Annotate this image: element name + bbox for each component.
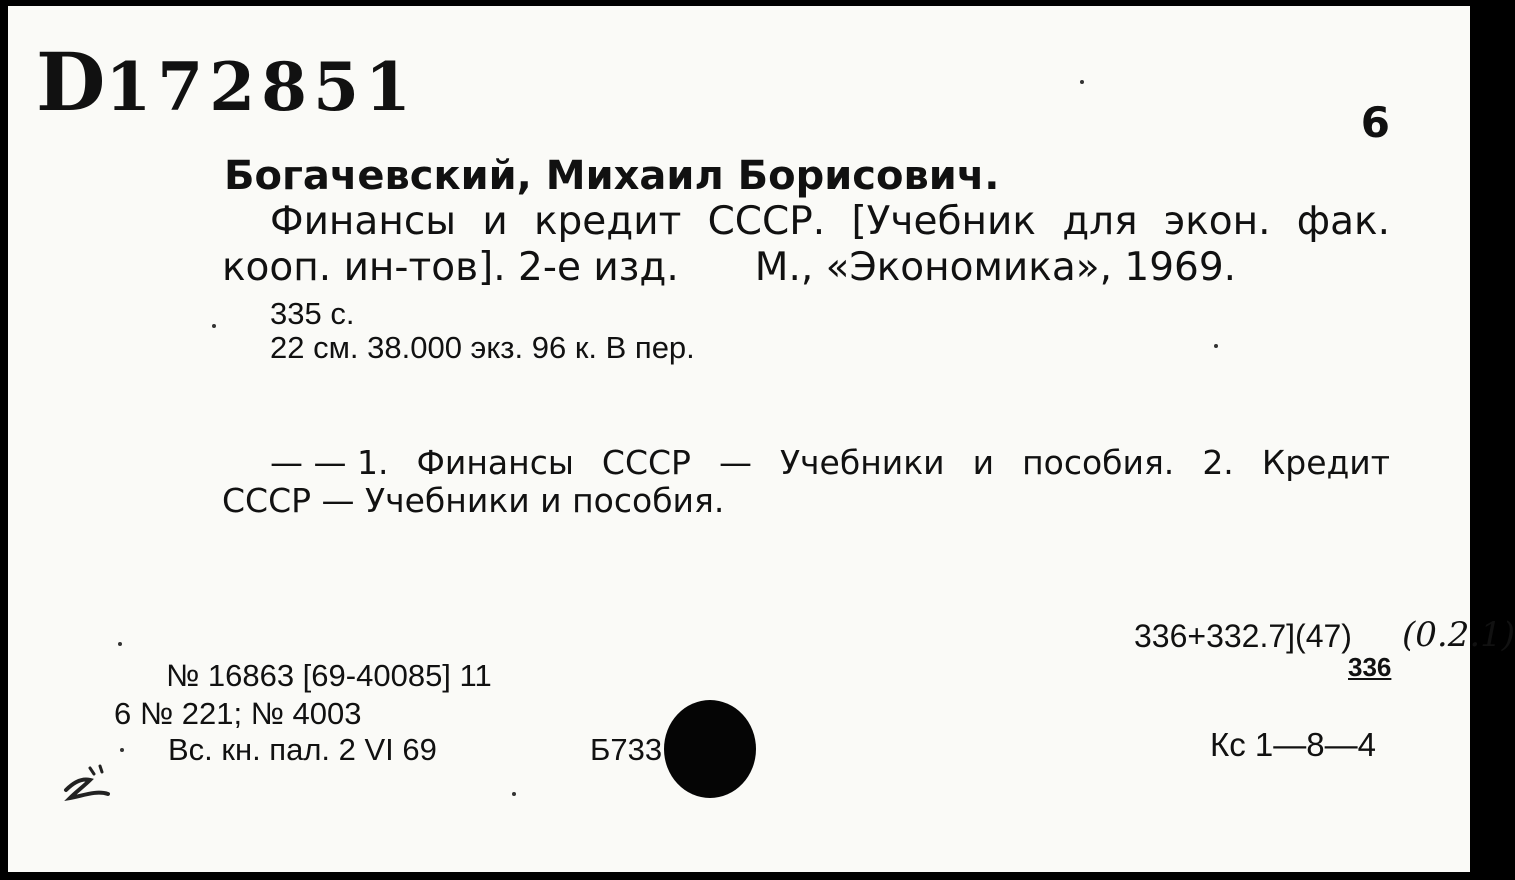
speck (1080, 80, 1084, 84)
speck (118, 642, 122, 646)
subject-word: — (718, 443, 752, 482)
title-word: и (482, 199, 508, 244)
publishing-record-1: № 16863 [69-40085] 11 (166, 658, 492, 693)
title-word: фак. (1296, 199, 1390, 244)
subject-word: 2. (1202, 443, 1234, 482)
title-word: СССР. (707, 199, 826, 244)
card-number-prefix: D (36, 35, 106, 129)
speck (512, 792, 516, 796)
title-word: экон. (1163, 199, 1271, 244)
card-number (36, 35, 417, 129)
publication-statement: М., «Экономика», 1969. (754, 245, 1237, 290)
subject-word: — — 1. (270, 443, 389, 482)
author-heading: Богачевский, Михаил Борисович. (224, 153, 1000, 199)
subject-word: Финансы (416, 443, 574, 482)
classification-sub: 336 (1348, 652, 1392, 682)
section-number: 6 (1360, 98, 1390, 147)
card-number-value: 172851 (105, 48, 417, 126)
classification-number: 336+332.7](47) (1134, 618, 1352, 654)
subject-word: и (972, 443, 995, 482)
title-line-2 (222, 245, 1237, 290)
title-line-1 (270, 199, 1390, 244)
physical-description: 22 см. 38.000 экз. 96 к. В пер. (270, 330, 695, 365)
catalog-code: Б733 (590, 732, 663, 767)
price-code: Кс 1—8—4 (1210, 726, 1376, 763)
publishing-record-3: Вс. кн. пал. 2 VI 69 (168, 732, 437, 767)
title-word: кредит (533, 199, 682, 244)
handwritten-classification: (0.2.1) (1402, 615, 1515, 655)
speck (120, 748, 124, 752)
title-word: для (1062, 199, 1138, 244)
speck (1214, 344, 1218, 348)
speck (212, 324, 216, 328)
title-word: [Учебник (851, 199, 1036, 244)
pagination: 335 с. (270, 296, 355, 331)
subject-word: СССР (601, 443, 691, 482)
punch-hole (664, 700, 756, 798)
catalog-card (8, 6, 1515, 872)
edition-statement: кооп. ин-тов]. 2-е изд. (222, 245, 679, 290)
publishing-record-2: 6 № 221; № 4003 (114, 696, 362, 731)
subjects-line-1 (270, 443, 1390, 482)
title-word: Финансы (270, 199, 457, 244)
handwritten-mark-icon (60, 760, 120, 804)
subject-word: Кредит (1261, 443, 1390, 482)
subject-word: Учебники (779, 443, 945, 482)
subject-word: пособия. (1022, 443, 1175, 482)
subjects-line-2: СССР — Учебники и пособия. (222, 481, 725, 520)
